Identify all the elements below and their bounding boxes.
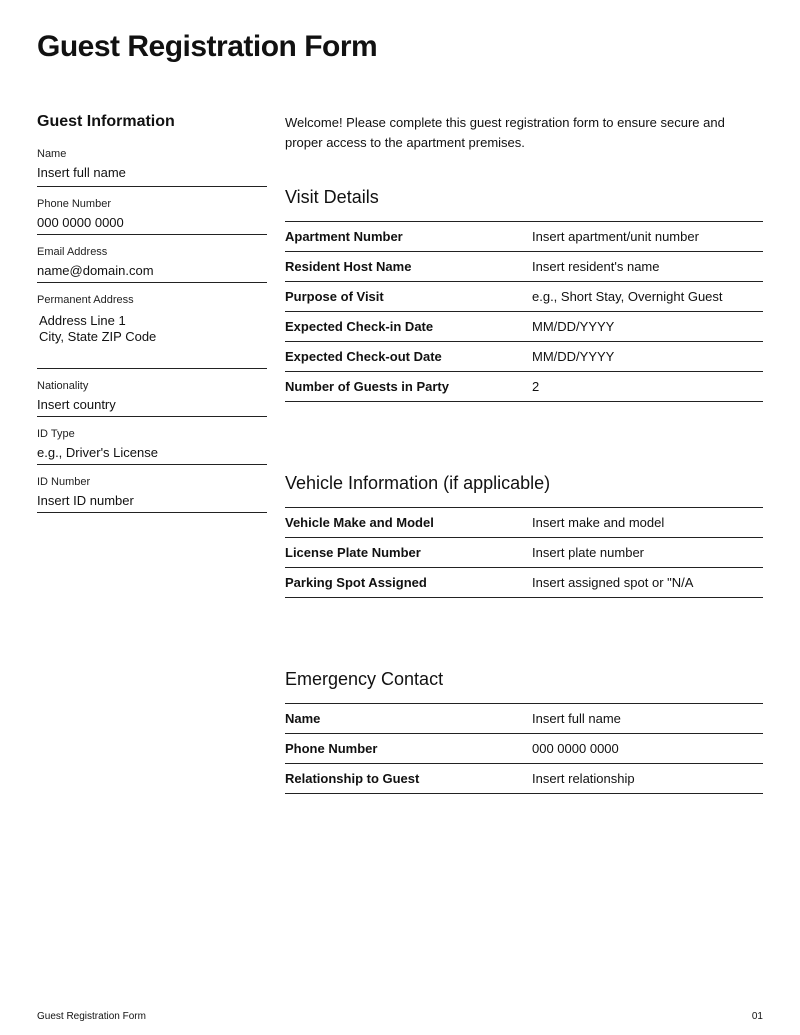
table-row <box>285 372 763 402</box>
page-title: Guest Registration Form <box>37 30 378 63</box>
vehicle-information-table <box>285 507 763 598</box>
row-value[interactable]: Insert assigned spot or "N/A <box>532 575 694 590</box>
row-value[interactable]: 2 <box>532 379 540 394</box>
table-row <box>285 312 763 342</box>
row-value[interactable]: Insert resident's name <box>532 259 660 274</box>
row-value[interactable]: Insert apartment/unit number <box>532 229 699 244</box>
row-label: Resident Host Name <box>285 259 412 274</box>
row-label: Apartment Number <box>285 229 403 244</box>
row-label: Expected Check-in Date <box>285 319 434 334</box>
row-label: Name <box>285 711 321 726</box>
row-label: Vehicle Make and Model <box>285 515 434 530</box>
vehicle-information-title: Vehicle Information (if applicable) <box>285 473 551 493</box>
id-type-field[interactable] <box>37 427 267 465</box>
address-line-1[interactable]: Address Line 1 <box>39 313 126 328</box>
table-row <box>285 508 763 538</box>
row-value[interactable]: Insert full name <box>532 711 621 726</box>
email-field[interactable] <box>37 245 267 283</box>
row-value[interactable]: Insert relationship <box>532 771 635 786</box>
row-value[interactable]: Insert make and model <box>532 515 665 530</box>
table-row <box>285 704 763 734</box>
nationality-field[interactable] <box>37 379 267 417</box>
intro-block <box>285 113 763 153</box>
id-number-value[interactable]: Insert ID number <box>37 493 134 508</box>
table-row <box>285 734 763 764</box>
email-label: Email Address <box>37 246 108 258</box>
table-row <box>285 252 763 282</box>
row-label: Purpose of Visit <box>285 289 384 304</box>
email-value[interactable]: name@domain.com <box>37 263 154 278</box>
id-type-label: ID Type <box>37 428 75 440</box>
phone-value[interactable]: 000 0000 0000 <box>37 215 124 230</box>
name-label: Name <box>37 148 67 160</box>
phone-field[interactable] <box>37 197 267 235</box>
visit-details-table <box>285 221 763 402</box>
nationality-value[interactable]: Insert country <box>37 397 116 412</box>
row-label: Number of Guests in Party <box>285 379 449 394</box>
row-value[interactable]: MM/DD/YYYY <box>532 349 615 364</box>
table-row <box>285 568 763 598</box>
address-field[interactable] <box>37 293 267 369</box>
vehicle-information-section <box>285 472 763 598</box>
nationality-label: Nationality <box>37 380 89 392</box>
emergency-contact-table <box>285 703 763 794</box>
intro-text: Welcome! Please complete this guest registration form to ensure secure and proper access to the apartment premises. <box>285 115 725 150</box>
page-number: 01 <box>751 1011 763 1022</box>
row-label: License Plate Number <box>285 545 421 560</box>
footer-title: Guest Registration Form <box>37 1011 146 1022</box>
table-row <box>285 538 763 568</box>
table-row <box>285 342 763 372</box>
guest-information-heading: Guest Information <box>37 113 175 130</box>
row-value[interactable]: Insert plate number <box>532 545 645 560</box>
address-line-2[interactable]: City, State ZIP Code <box>39 329 157 344</box>
name-value[interactable]: Insert full name <box>37 165 126 180</box>
address-label: Permanent Address <box>37 294 134 306</box>
row-value[interactable]: e.g., Short Stay, Overnight Guest <box>532 289 723 304</box>
name-field[interactable] <box>37 147 267 187</box>
table-row <box>285 764 763 794</box>
table-row <box>285 282 763 312</box>
guest-information-panel <box>37 113 267 513</box>
visit-details-title: Visit Details <box>285 187 379 207</box>
row-label: Expected Check-out Date <box>285 349 442 364</box>
visit-details-section <box>285 186 763 402</box>
id-type-value[interactable]: e.g., Driver's License <box>37 445 158 460</box>
row-label: Phone Number <box>285 741 378 756</box>
id-number-field[interactable] <box>37 475 267 513</box>
phone-label: Phone Number <box>37 198 111 210</box>
row-value[interactable]: MM/DD/YYYY <box>532 319 615 334</box>
table-row <box>285 222 763 252</box>
row-value[interactable]: 000 0000 0000 <box>532 741 619 756</box>
row-label: Relationship to Guest <box>285 771 420 786</box>
row-label: Parking Spot Assigned <box>285 575 427 590</box>
emergency-contact-title: Emergency Contact <box>285 669 444 689</box>
id-number-label: ID Number <box>37 476 91 488</box>
emergency-contact-section <box>285 668 763 794</box>
